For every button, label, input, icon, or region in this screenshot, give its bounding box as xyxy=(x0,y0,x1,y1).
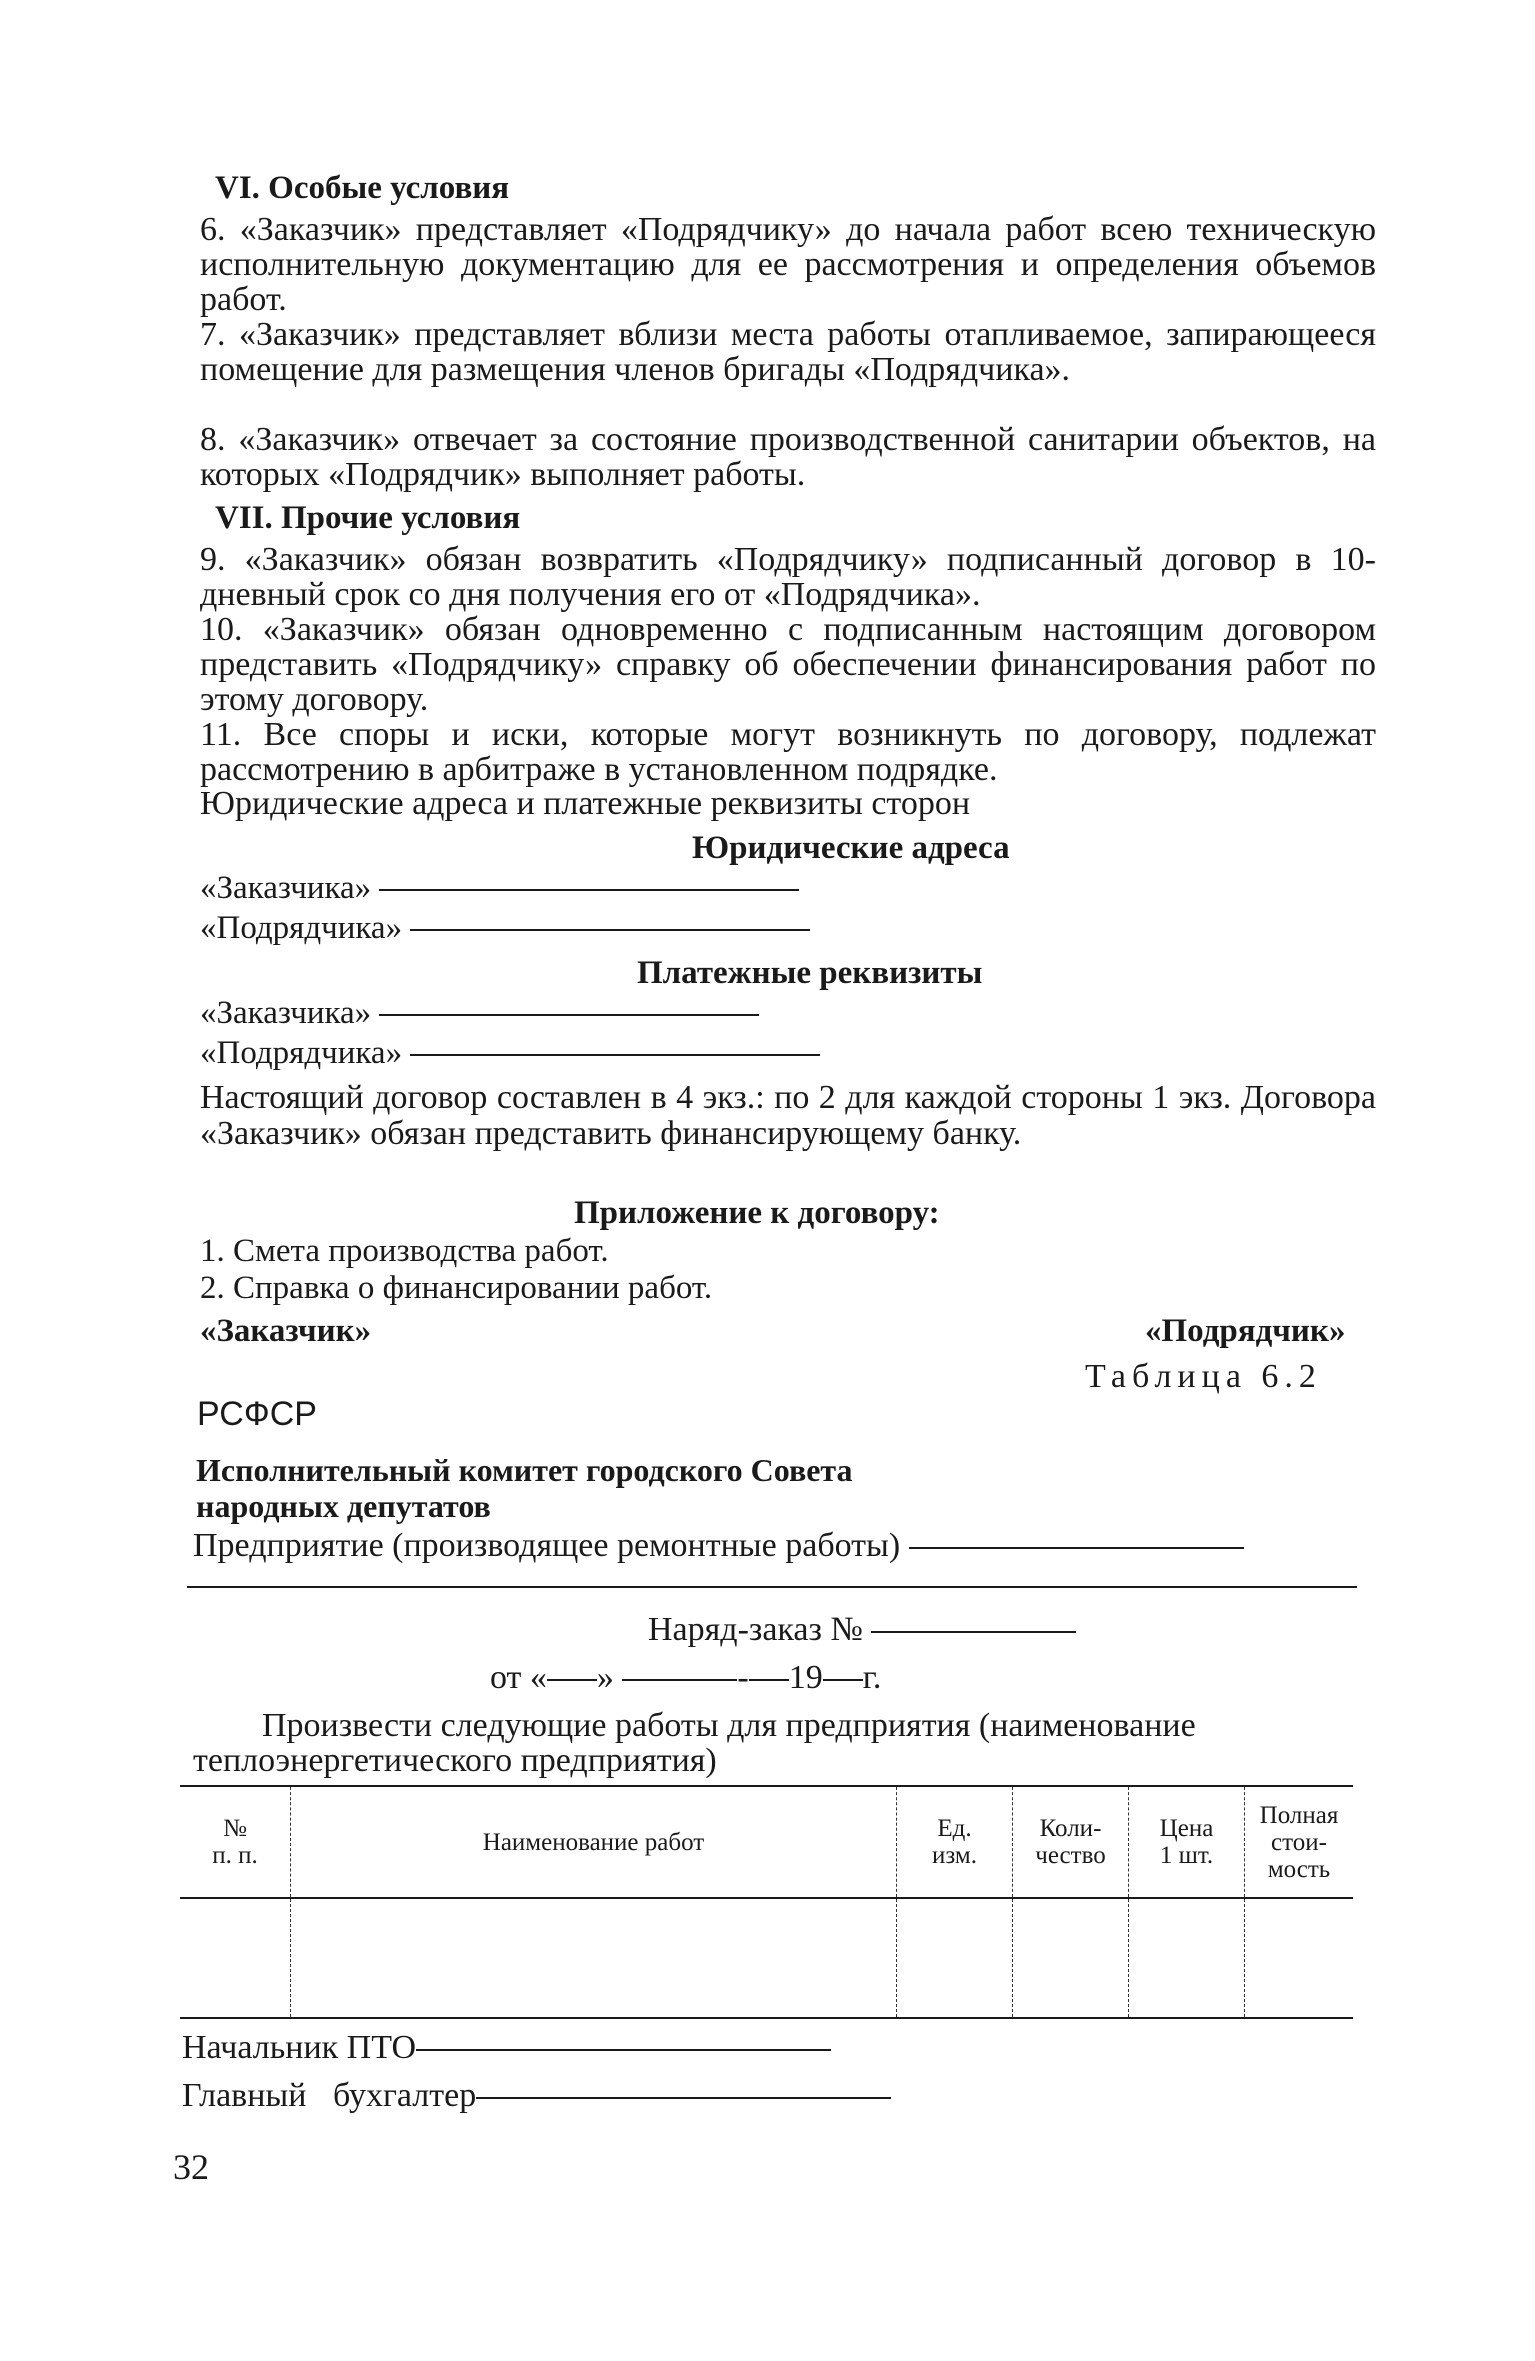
col-work-name-header xyxy=(291,1786,897,1898)
cell-number xyxy=(180,1898,291,2018)
instruction-line-1: Произвести следующие работы для предприятия (наименование xyxy=(262,1707,1196,1744)
col-unit-line2: изм. xyxy=(932,1842,977,1869)
col-number-header xyxy=(180,1786,291,1898)
section-7-heading: VII. Прочие условия xyxy=(215,500,521,536)
chief-accountant-line xyxy=(182,2078,891,2114)
head-pto-label: Начальник ПТО xyxy=(182,2029,417,2066)
col-price-header xyxy=(1129,1786,1245,1898)
chief-accountant-blank xyxy=(476,2097,891,2099)
payment-customer xyxy=(200,995,759,1031)
col-total-line3: мость xyxy=(1267,1855,1331,1883)
work-order-table xyxy=(180,1785,1353,2019)
clause-6: 6. «Заказчик» представляет «Подрядчику» до начала работ всею техническую исполнительную документацию для ее рассмотрения и определения объемов работ. xyxy=(200,211,1376,318)
legal-address-customer xyxy=(200,870,799,906)
col-total-header xyxy=(1245,1786,1354,1898)
cell-quantity xyxy=(1013,1898,1129,2018)
col-total-line2: стои- xyxy=(1271,1828,1327,1856)
date-year-prefix: 19 xyxy=(788,1659,823,1696)
table-row xyxy=(180,1898,1353,2018)
order-title xyxy=(648,1612,1076,1648)
cell-total xyxy=(1245,1898,1354,2018)
order-number-blank xyxy=(871,1631,1076,1633)
legal-address-contractor-blank xyxy=(410,929,810,931)
enterprise-line xyxy=(193,1528,1244,1564)
copies-note: Настоящий договор составлен в 4 экз.: по 2 для каждой стороны 1 экз. Договора «Заказчик» обязан представить финансирующему банку. xyxy=(200,1079,1376,1152)
cell-price xyxy=(1129,1898,1245,2018)
col-price-line1: Цена xyxy=(1159,1815,1214,1842)
cell-work-name xyxy=(291,1898,897,2018)
col-unit-line1: Ед. xyxy=(937,1815,972,1842)
date-from-label: от « xyxy=(490,1659,547,1696)
order-date xyxy=(490,1660,881,1696)
col-total-line1: Полная xyxy=(1259,1801,1339,1829)
head-pto-line xyxy=(182,2030,831,2066)
addresses-intro: Юридические адреса и платежные реквизиты сторон xyxy=(200,785,971,822)
instruction-line-2: теплоэнергетического предприятия) xyxy=(193,1742,717,1779)
col-work-name-line1: Наименование работ xyxy=(482,1828,705,1856)
appendix-heading: Приложение к договору: xyxy=(574,1195,940,1231)
country-label: РСФСР xyxy=(197,1395,317,1433)
signature-contractor: «Подрядчик» xyxy=(1145,1313,1346,1349)
page-number: 32 xyxy=(173,2147,209,2187)
col-quantity-header xyxy=(1013,1786,1129,1898)
col-number-line1: № xyxy=(223,1815,247,1842)
table-header-row xyxy=(180,1786,1353,1898)
payment-contractor-label: «Подрядчика» xyxy=(200,1035,403,1071)
col-quantity-line1: Коли- xyxy=(1039,1815,1102,1842)
payment-contractor-blank xyxy=(410,1054,820,1056)
clause-10: 10. «Заказчик» обязан одновременно с подписанным настоящим договором представить «Подрядчику» справку об обеспечении финансирования работ по этому договору. xyxy=(200,611,1376,718)
committee-line-2: народных депутатов xyxy=(196,1488,491,1524)
enterprise-label: Предприятие (производящее ремонтные работы) xyxy=(193,1527,901,1564)
legal-address-customer-label: «Заказчика» xyxy=(200,870,372,906)
col-quantity-line2: чество xyxy=(1035,1842,1106,1869)
legal-addresses-heading: Юридические адреса xyxy=(692,830,1010,866)
date-quote-close: » xyxy=(596,1659,614,1696)
legal-address-contractor xyxy=(200,910,810,946)
payment-customer-blank xyxy=(379,1014,759,1016)
section-6-heading: VI. Особые условия xyxy=(215,170,510,206)
chief-accountant-label: Главный бухгалтер xyxy=(182,2077,477,2114)
date-month-blank-2 xyxy=(749,1679,789,1681)
legal-address-customer-blank xyxy=(379,889,799,891)
date-day-blank xyxy=(547,1679,597,1681)
clause-8: 8. «Заказчик» отвечает за состояние производственной санитарии объектов, на которых «Подрядчик» выполняет работы. xyxy=(200,421,1376,493)
date-year-blank xyxy=(823,1679,863,1681)
date-month-blank xyxy=(622,1679,737,1681)
order-title-label: Наряд-заказ № xyxy=(648,1611,863,1648)
col-price-line2: 1 шт. xyxy=(1159,1842,1214,1869)
table-caption: Таблица 6.2 xyxy=(1085,1358,1322,1395)
appendix-item-2: 2. Справка о финансировании работ. xyxy=(200,1270,713,1306)
committee-line-1: Исполнительный комитет городского Совета xyxy=(196,1452,853,1488)
payment-customer-label: «Заказчика» xyxy=(200,995,372,1031)
enterprise-blank xyxy=(909,1547,1244,1549)
payment-details-heading: Платежные реквизиты xyxy=(637,955,983,991)
legal-address-contractor-label: «Подрядчика» xyxy=(200,910,403,946)
cell-unit xyxy=(897,1898,1013,2018)
head-pto-blank xyxy=(416,2049,831,2051)
date-dash: - xyxy=(737,1659,749,1696)
col-unit-header xyxy=(897,1786,1013,1898)
clause-11: 11. Все споры и иски, которые могут возникнуть по договору, подлежат рассмотрению в арбитраже в установленном подрядке. xyxy=(200,716,1376,788)
date-year-suffix: г. xyxy=(862,1659,882,1696)
col-number-line2: п. п. xyxy=(212,1842,258,1869)
clause-7: 7. «Заказчик» представляет вблизи места работы отапливаемое, запирающееся помещение для размещения членов бригады «Подрядчика». xyxy=(200,316,1376,388)
payment-contractor xyxy=(200,1035,820,1071)
clause-9: 9. «Заказчик» обязан возвратить «Подрядчику» подписанный договор в 10-дневный срок со дня получения его от «Подрядчика». xyxy=(200,541,1376,613)
appendix-item-1: 1. Смета производства работ. xyxy=(200,1233,609,1269)
signature-customer: «Заказчик» xyxy=(200,1313,372,1349)
header-divider xyxy=(187,1586,1357,1588)
